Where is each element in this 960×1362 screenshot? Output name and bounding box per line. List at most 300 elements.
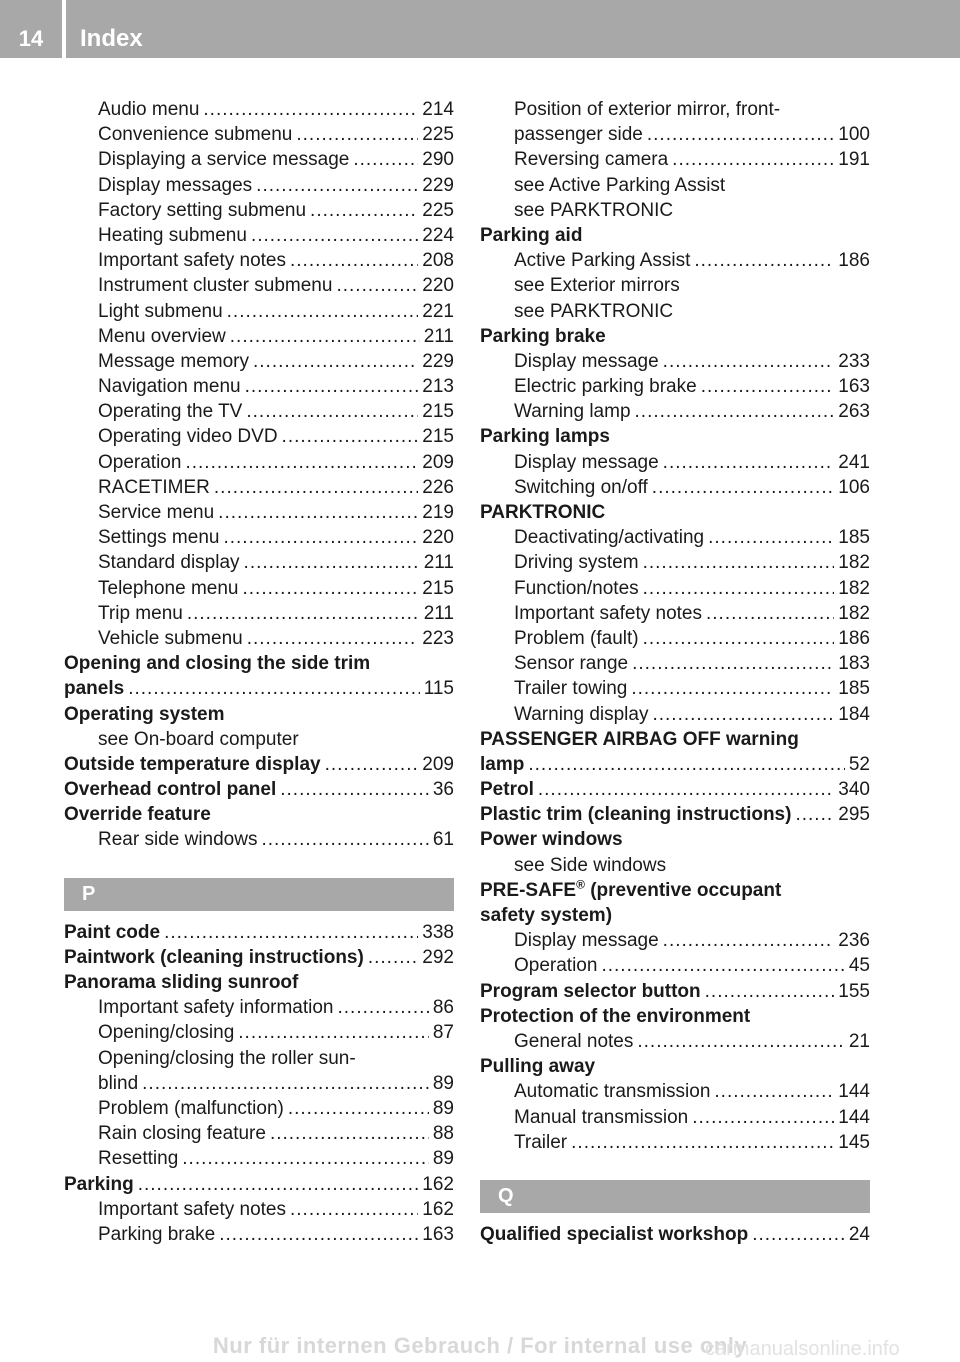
entry-text	[514, 853, 666, 878]
index-entry	[64, 198, 454, 223]
entry-label: Electric parking brake	[514, 376, 697, 398]
index-heading	[480, 299, 870, 324]
entry-text	[98, 1197, 286, 1222]
entry-text	[98, 399, 242, 424]
entry-text	[98, 424, 278, 449]
dot-leader	[290, 248, 418, 273]
page-reference: 162	[422, 1198, 454, 1220]
entry-label: PRE-SAFE	[480, 879, 577, 901]
index-entry	[64, 223, 454, 248]
page-reference: 224	[422, 224, 454, 246]
entry-text	[98, 299, 223, 324]
dot-leader	[243, 576, 419, 601]
entry-text	[98, 349, 249, 374]
index-entry	[64, 752, 454, 777]
dot-leader	[663, 349, 835, 374]
entry-text	[98, 173, 252, 198]
page-reference: 186	[838, 250, 870, 272]
entry-label: blind	[98, 1072, 139, 1094]
entry-text	[514, 651, 628, 676]
entry-label: Important safety notes	[514, 602, 702, 624]
index-entry	[480, 1130, 870, 1155]
index-entry	[480, 122, 870, 147]
dot-leader	[247, 626, 419, 651]
entry-text	[480, 903, 612, 928]
entry-label: Display message	[514, 350, 659, 372]
index-column-right	[480, 97, 870, 1247]
registered-mark: ®	[576, 877, 585, 892]
index-entry	[480, 147, 870, 172]
dot-leader	[218, 500, 418, 525]
entry-text	[98, 500, 214, 525]
entry-label: Operating system	[64, 703, 225, 725]
index-entry	[64, 1146, 454, 1171]
entry-text	[514, 601, 702, 626]
entry-text	[64, 702, 225, 727]
index-heading	[64, 970, 454, 995]
dot-leader	[230, 324, 420, 349]
dot-leader	[538, 777, 834, 802]
dot-leader	[705, 979, 835, 1004]
page-reference: 186	[838, 627, 870, 649]
page-reference: 87	[432, 1022, 454, 1044]
page-reference: 208	[422, 250, 454, 272]
entry-label: Reversing camera	[514, 149, 669, 171]
entry-label: Opening/closing	[98, 1022, 235, 1044]
dot-leader	[325, 752, 419, 777]
dot-leader	[338, 995, 429, 1020]
entry-label: Message memory	[98, 350, 249, 372]
page-reference: 182	[838, 602, 870, 624]
index-entry	[480, 475, 870, 500]
entry-label: Navigation menu	[98, 376, 241, 398]
page-number: 14	[18, 26, 44, 51]
entry-label: Resetting	[98, 1148, 179, 1170]
page-reference: 215	[422, 577, 454, 599]
dot-leader	[282, 424, 419, 449]
entry-text	[514, 576, 639, 601]
index-heading	[64, 727, 454, 752]
dot-leader	[288, 1096, 429, 1121]
page-reference: 89	[432, 1097, 454, 1119]
entry-text	[514, 349, 659, 374]
index-entry	[64, 1096, 454, 1121]
entry-text	[98, 122, 292, 147]
index-entry	[64, 299, 454, 324]
index-heading	[64, 651, 454, 676]
page-reference: 215	[422, 426, 454, 448]
entry-text	[98, 626, 243, 651]
index-entry	[64, 777, 454, 802]
dot-leader	[663, 928, 835, 953]
entry-label: Panorama sliding sunroof	[64, 972, 299, 993]
page-reference: 100	[838, 124, 870, 146]
page-reference: 263	[838, 401, 870, 423]
index-entry	[480, 979, 870, 1004]
entry-label: Power windows	[480, 829, 623, 851]
page-reference: 215	[422, 401, 454, 423]
entry-text	[98, 450, 181, 475]
dot-leader	[280, 777, 429, 802]
dot-leader	[187, 601, 420, 626]
section-letter-header: Q	[480, 1180, 870, 1213]
index-entry	[480, 349, 870, 374]
dot-leader	[631, 676, 834, 701]
index-entry	[64, 1020, 454, 1045]
index-entry	[480, 576, 870, 601]
page-reference: 229	[422, 174, 454, 196]
entry-label: Driving system	[514, 552, 639, 574]
index-entry	[480, 777, 870, 802]
entry-label: Operation	[98, 451, 182, 473]
entry-label: Important safety information	[98, 997, 334, 1019]
index-entry	[480, 1079, 870, 1104]
index-heading	[64, 1046, 454, 1071]
page-reference: 86	[432, 997, 454, 1019]
entry-label: see Exterior mirrors	[514, 275, 680, 297]
entry-text	[98, 198, 306, 223]
entry-text	[480, 424, 610, 449]
page-reference: 214	[422, 99, 454, 120]
dot-leader	[643, 576, 835, 601]
entry-text	[514, 1079, 710, 1104]
entry-text	[98, 727, 299, 752]
dot-leader	[219, 1222, 418, 1247]
dot-leader	[706, 601, 834, 626]
page-reference: 338	[422, 921, 454, 943]
entry-label: Trip menu	[98, 602, 183, 624]
entry-label: passenger side	[514, 124, 643, 146]
entry-text	[514, 147, 668, 172]
dot-leader	[142, 1071, 429, 1096]
entry-text	[480, 1222, 748, 1247]
index-entry	[64, 248, 454, 273]
page-reference: 89	[432, 1148, 454, 1170]
index-entry	[64, 601, 454, 626]
page-reference: 88	[432, 1123, 454, 1145]
entry-text	[98, 324, 226, 349]
entry-text	[98, 1020, 234, 1045]
index-entry	[64, 827, 454, 852]
index-entry	[480, 601, 870, 626]
entry-label: Active Parking Assist	[514, 250, 691, 272]
page-reference: 220	[422, 527, 454, 549]
entry-label: Paintwork (cleaning instructions)	[64, 946, 364, 968]
index-entry	[480, 525, 870, 550]
entry-text	[514, 450, 659, 475]
dot-leader	[164, 920, 418, 945]
dot-leader	[214, 475, 418, 500]
entry-label: Displaying a service message	[98, 149, 350, 171]
index-entry	[64, 1172, 454, 1197]
page-reference: 52	[848, 753, 870, 775]
entry-text	[514, 374, 697, 399]
index-entry	[64, 349, 454, 374]
page-reference: 61	[432, 829, 454, 851]
index-entry	[64, 173, 454, 198]
index-heading	[480, 198, 870, 223]
entry-label: Program selector button	[480, 980, 701, 1002]
entry-text	[514, 273, 680, 298]
page-reference: 209	[422, 753, 454, 775]
entry-label: see On-board computer	[98, 728, 299, 750]
dot-leader	[752, 1222, 845, 1247]
page-reference: 163	[422, 1223, 454, 1245]
entry-label: Instrument cluster submenu	[98, 275, 333, 297]
entry-text	[64, 802, 211, 827]
index-heading	[480, 878, 870, 903]
entry-label: Settings menu	[98, 527, 220, 549]
index-entry	[480, 676, 870, 701]
dot-leader	[368, 945, 418, 970]
dot-leader	[795, 802, 834, 827]
dot-leader	[256, 173, 418, 198]
dot-leader	[246, 399, 418, 424]
index-heading	[480, 853, 870, 878]
index-entry	[64, 273, 454, 298]
index-heading	[480, 324, 870, 349]
dot-leader	[251, 223, 418, 248]
index-entry	[64, 1222, 454, 1247]
page-reference: 185	[838, 678, 870, 700]
page-reference: 163	[838, 376, 870, 398]
dot-leader	[238, 1020, 429, 1045]
entry-text	[64, 920, 160, 945]
index-entry	[480, 1029, 870, 1054]
section-spacer	[480, 1155, 870, 1180]
page-reference: 185	[838, 527, 870, 549]
dot-leader	[601, 953, 844, 978]
entry-label: Deactivating/activating	[514, 527, 705, 549]
page-reference: 106	[838, 476, 870, 498]
page-reference: 144	[838, 1081, 870, 1103]
dot-leader	[245, 374, 419, 399]
entry-label: Problem (fault)	[514, 627, 639, 649]
dot-leader	[528, 752, 845, 777]
entry-text	[514, 1130, 567, 1155]
entry-label: Automatic transmission	[514, 1081, 711, 1103]
dot-leader	[637, 1029, 845, 1054]
header-divider	[62, 0, 66, 58]
entry-text	[480, 500, 605, 525]
entry-text	[514, 475, 648, 500]
index-entry	[480, 702, 870, 727]
entry-label: PASSENGER AIRBAG OFF warning	[480, 728, 799, 750]
entry-text	[98, 97, 199, 122]
entry-label: Vehicle submenu	[98, 627, 243, 649]
entry-label: Important safety notes	[98, 250, 286, 272]
entry-text	[514, 198, 673, 223]
entry-label: Telephone menu	[98, 577, 239, 599]
index-heading	[480, 727, 870, 752]
index-heading	[480, 173, 870, 198]
page-reference: 21	[848, 1030, 870, 1052]
entry-text	[514, 97, 780, 122]
entry-label: PARKTRONIC	[480, 502, 606, 523]
entry-text	[480, 802, 791, 827]
entry-label: Display message	[514, 930, 659, 952]
dot-leader	[672, 147, 834, 172]
index-entry	[480, 626, 870, 651]
entry-text	[514, 173, 725, 198]
page-reference: 24	[848, 1223, 870, 1245]
index-entry	[64, 525, 454, 550]
dot-leader	[353, 147, 418, 172]
dot-leader	[632, 651, 834, 676]
entry-text	[64, 777, 276, 802]
entry-label-tail: (preventive occupant	[584, 879, 782, 901]
index-entry	[64, 550, 454, 575]
page-reference: 209	[422, 451, 454, 473]
entry-text	[480, 223, 582, 248]
watermark: Nur für internen Gebrauch / For internal use only	[212, 1333, 748, 1358]
entry-text	[64, 970, 298, 995]
dot-leader	[128, 676, 420, 701]
page-reference: 211	[423, 325, 454, 347]
index-heading	[480, 500, 870, 525]
entry-label: Parking brake	[480, 325, 606, 347]
dot-leader	[694, 248, 834, 273]
page-reference: 36	[432, 779, 454, 801]
index-entry	[64, 500, 454, 525]
entry-label: Factory setting submenu	[98, 199, 307, 221]
index-entry	[480, 550, 870, 575]
entry-label: Service menu	[98, 502, 215, 523]
entry-text	[514, 928, 659, 953]
page-reference: 225	[422, 124, 454, 146]
entry-label: Heating submenu	[98, 224, 247, 246]
dot-leader	[643, 550, 835, 575]
index-heading	[64, 702, 454, 727]
entry-text	[98, 223, 247, 248]
entry-label: Switching on/off	[514, 476, 648, 498]
index-heading	[480, 827, 870, 852]
index-entry	[480, 928, 870, 953]
entry-text	[480, 727, 799, 752]
dot-leader	[185, 450, 418, 475]
page-reference: 155	[838, 980, 870, 1002]
entry-label: Parking aid	[480, 224, 583, 246]
dot-leader	[663, 450, 835, 475]
index-entry	[64, 576, 454, 601]
dot-leader	[296, 122, 418, 147]
entry-label: Qualified specialist workshop	[480, 1223, 749, 1245]
entry-label: Operation	[514, 955, 598, 977]
dot-leader	[647, 122, 834, 147]
entry-text	[514, 525, 704, 550]
entry-label: Light submenu	[98, 300, 223, 322]
entry-text	[514, 550, 639, 575]
entry-text	[514, 702, 648, 727]
index-entry	[64, 995, 454, 1020]
dot-leader	[701, 374, 835, 399]
entry-label: see PARKTRONIC	[514, 300, 674, 322]
entry-text	[480, 752, 524, 777]
entry-label: Important safety notes	[98, 1198, 286, 1220]
entry-text	[514, 1105, 688, 1130]
entry-text	[514, 299, 673, 324]
page-reference: 45	[848, 955, 870, 977]
index-entry	[480, 651, 870, 676]
entry-text	[514, 676, 627, 701]
page-title: Index	[80, 25, 143, 52]
entry-label: Trailer towing	[514, 678, 628, 700]
index-entry	[64, 374, 454, 399]
entry-label: Audio menu	[98, 99, 200, 120]
index-heading	[480, 97, 870, 122]
entry-label: Paint code	[64, 921, 161, 943]
page-reference: 115	[423, 678, 454, 700]
page-reference: 219	[422, 502, 454, 523]
dot-leader	[261, 827, 428, 852]
index-entry	[480, 1222, 870, 1247]
entry-label: Function/notes	[514, 577, 639, 599]
index-entry	[480, 248, 870, 273]
index-entry	[64, 1121, 454, 1146]
entry-text	[480, 878, 781, 903]
page-reference: 295	[838, 804, 870, 826]
entry-text	[480, 1054, 595, 1079]
index-entry	[64, 424, 454, 449]
entry-text	[64, 651, 370, 676]
page-reference: 191	[838, 149, 870, 171]
entry-text	[480, 1004, 750, 1029]
section-letter-header: P	[64, 878, 454, 911]
entry-text	[98, 1046, 356, 1071]
index-heading	[480, 1054, 870, 1079]
index-heading	[64, 802, 454, 827]
entry-label: Petrol	[480, 779, 534, 801]
entry-label: Outside temperature display	[64, 753, 321, 775]
entry-label: Pulling away	[480, 1056, 596, 1078]
entry-label: Display message	[514, 451, 659, 473]
page-reference: 236	[838, 930, 870, 952]
entry-text	[98, 550, 240, 575]
page-reference: 340	[838, 779, 870, 801]
page-reference: 225	[422, 199, 454, 221]
entry-label: safety system)	[480, 905, 613, 926]
entry-label: Convenience submenu	[98, 124, 293, 146]
page-reference: 226	[422, 476, 454, 498]
entry-label: Parking	[64, 1173, 134, 1195]
entry-label: Trailer	[514, 1131, 568, 1153]
dot-leader	[223, 525, 418, 550]
page-reference: 213	[422, 376, 454, 398]
entry-text	[514, 953, 597, 978]
entry-text	[98, 1071, 138, 1096]
entry-label: see PARKTRONIC	[514, 199, 674, 221]
site-watermark: carmanualsonline.info	[705, 1338, 900, 1360]
page-reference: 182	[838, 577, 870, 599]
entry-label: Override feature	[64, 804, 211, 826]
index-heading	[480, 223, 870, 248]
page-reference: 89	[432, 1072, 454, 1094]
entry-text	[98, 475, 210, 500]
index-entry	[64, 676, 454, 701]
page-reference: 220	[422, 275, 454, 297]
entry-text	[98, 1146, 178, 1171]
entry-text	[98, 995, 334, 1020]
entry-text	[98, 273, 332, 298]
page-reference: 144	[838, 1106, 870, 1128]
entry-label: Rain closing feature	[98, 1123, 266, 1145]
index-entry	[64, 399, 454, 424]
dot-leader	[635, 399, 835, 424]
entry-label: Standard display	[98, 552, 240, 574]
entry-label: Manual transmission	[514, 1106, 689, 1128]
index-entry	[480, 802, 870, 827]
entry-text	[98, 827, 257, 852]
